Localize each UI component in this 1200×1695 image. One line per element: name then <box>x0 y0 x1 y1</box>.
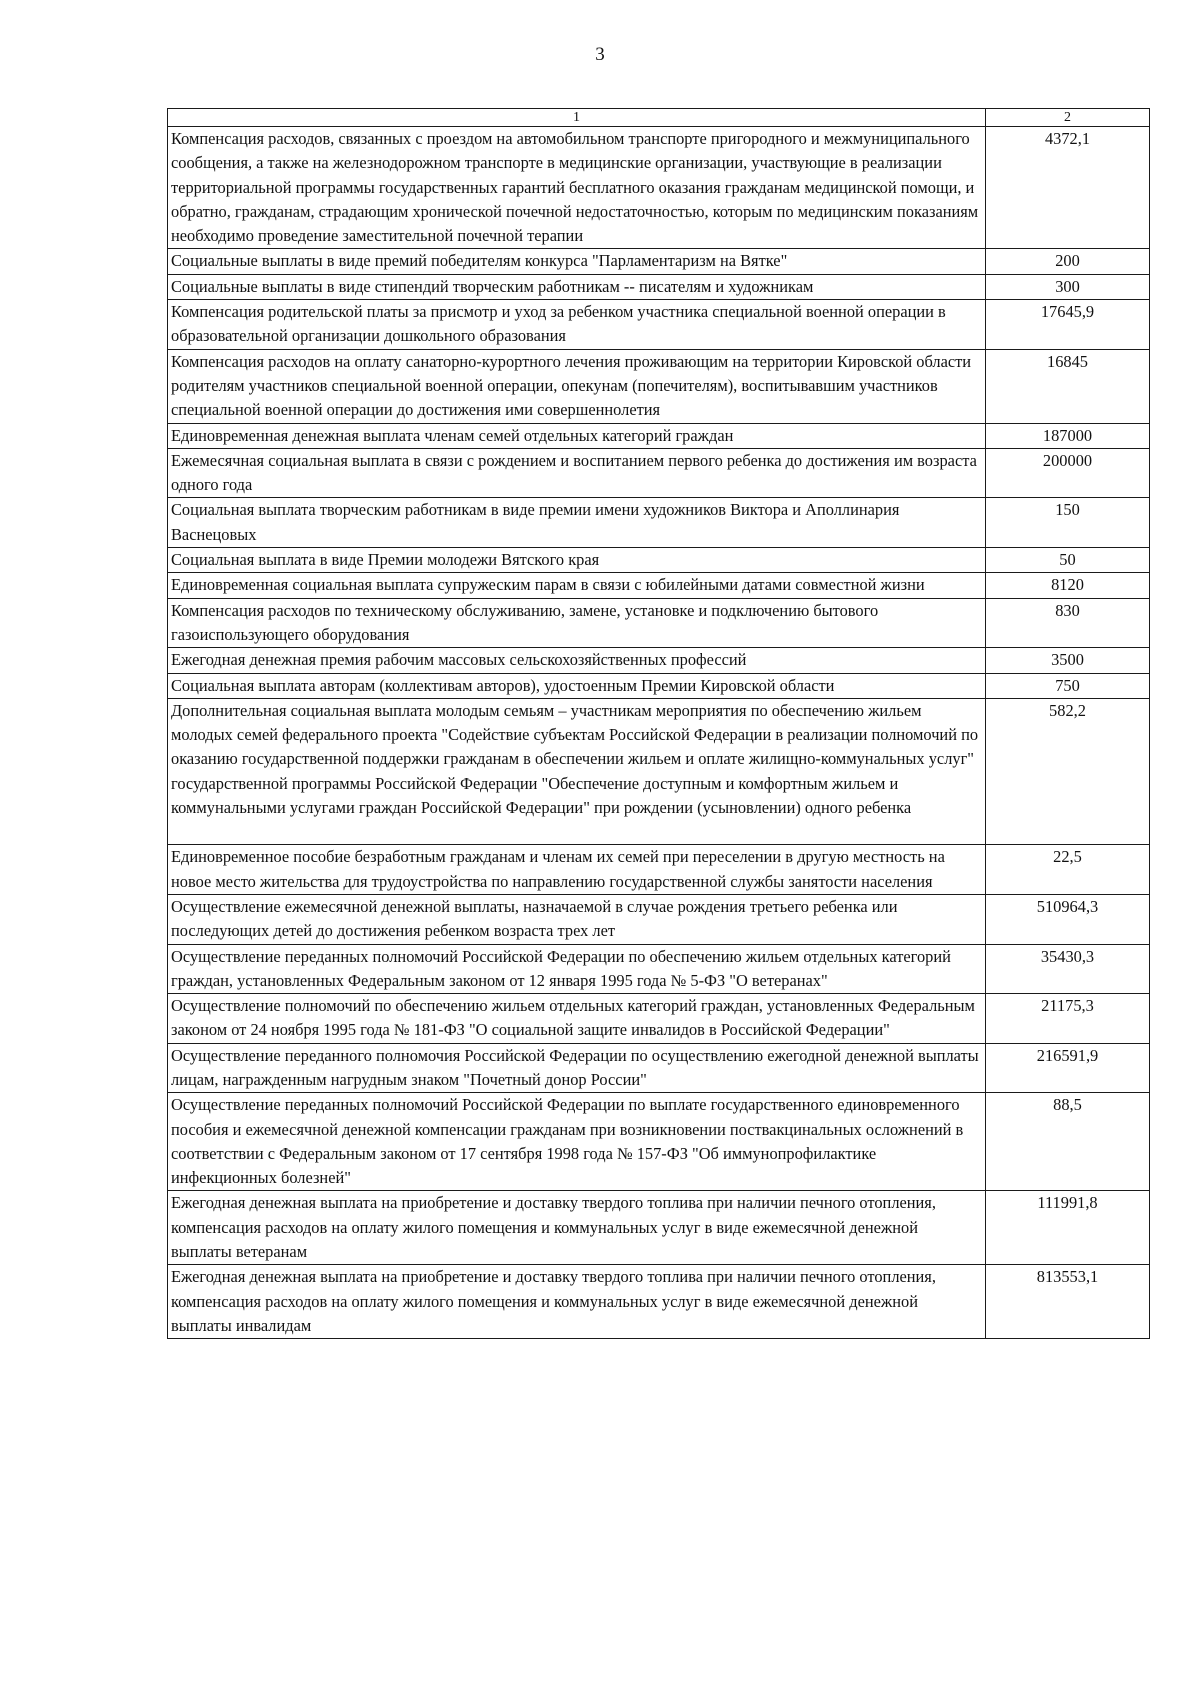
table-row <box>168 944 1150 994</box>
table-row <box>168 845 1150 895</box>
table-row <box>168 1043 1150 1093</box>
row-description: Осуществление ежемесячной денежной выплаты, назначаемой в случае рождения третьего ребенка или последующих детей до достижения ребенком возраста трех лет <box>168 894 986 944</box>
table-row <box>168 1093 1150 1191</box>
row-amount: 300 <box>986 274 1150 299</box>
table-row <box>168 673 1150 698</box>
row-description: Единовременное пособие безработным гражданам и членам их семей при переселении в другую местность на новое место жительства для трудоустройства по направлению государственной службы занятости населения <box>168 845 986 895</box>
row-amount: 582,2 <box>986 698 1150 844</box>
table-row <box>168 894 1150 944</box>
row-amount: 750 <box>986 673 1150 698</box>
table-row <box>168 548 1150 573</box>
row-amount: 200000 <box>986 448 1150 498</box>
row-amount: 88,5 <box>986 1093 1150 1191</box>
row-description: Социальные выплаты в виде премий победителям конкурса "Парламентаризм на Вятке" <box>168 249 986 274</box>
table-row <box>168 994 1150 1044</box>
row-description: Компенсация расходов по техническому обслуживанию, замене, установке и подключению бытового газоиспользующего оборудования <box>168 598 986 648</box>
row-amount: 187000 <box>986 423 1150 448</box>
row-amount: 8120 <box>986 573 1150 598</box>
row-description: Компенсация расходов на оплату санаторно-курортного лечения проживающим на территории Кировской области родителям участников специальной военной операции, опекунам (попечителям), воспитывавшим участников специальной военной операции до достижения ими совершеннолетия <box>168 349 986 423</box>
table-row <box>168 274 1150 299</box>
row-amount: 150 <box>986 498 1150 548</box>
table-row <box>168 127 1150 249</box>
row-amount: 17645,9 <box>986 300 1150 350</box>
row-description: Компенсация расходов, связанных с проездом на автомобильном транспорте пригородного и межмуниципального сообщения, а также на железнодорожном транспорте в медицинские организации, участвующие в реализации территориальной программы государственных гарантий бесплатного оказания гражданам медицинской помощи, и обратно, гражданам, страдающим хронической почечной недостаточностью, которым по медицинским показаниям необходимо проведение заместительной почечной терапии <box>168 127 986 249</box>
table-row <box>168 573 1150 598</box>
table-row <box>168 598 1150 648</box>
column-header-description: 1 <box>168 109 986 127</box>
row-description: Осуществление переданных полномочий Российской Федерации по обеспечению жильем отдельных категорий граждан, установленных Федеральным законом от 12 января 1995 года № 5-ФЗ "О ветеранах" <box>168 944 986 994</box>
row-amount: 813553,1 <box>986 1265 1150 1339</box>
row-amount: 111991,8 <box>986 1191 1150 1265</box>
row-description: Социальная выплата в виде Премии молодежи Вятского края <box>168 548 986 573</box>
row-description: Ежегодная денежная выплата на приобретение и доставку твердого топлива при наличии печного отопления, компенсация расходов на оплату жилого помещения и коммунальных услуг в виде ежемесячной денежной выплаты инвалидам <box>168 1265 986 1339</box>
row-description: Социальная выплата авторам (коллективам авторов), удостоенным Премии Кировской области <box>168 673 986 698</box>
table-row <box>168 300 1150 350</box>
row-description: Социальная выплата творческим работникам в виде премии имени художников Виктора и Аполлинария Васнецовых <box>168 498 986 548</box>
row-amount: 3500 <box>986 648 1150 673</box>
row-description: Дополнительная социальная выплата молодым семьям – участникам мероприятия по обеспечению жильем молодых семей федерального проекта "Содействие субъектам Российской Федерации в реализации полномочий по оказанию государственной поддержки гражданам в обеспечении жильем и оплате жилищно-коммунальных услуг" государственной программы Российской Федерации "Обеспечение доступным и комфортным жильем и коммунальными услугами граждан Российской Федерации" при рождении (усыновлении) одного ребенка <box>168 698 986 844</box>
row-description: Ежемесячная социальная выплата в связи с рождением и воспитанием первого ребенка до достижения им возраста одного года <box>168 448 986 498</box>
row-description: Ежегодная денежная премия рабочим массовых сельскохозяйственных профессий <box>168 648 986 673</box>
row-amount: 16845 <box>986 349 1150 423</box>
row-description: Единовременная социальная выплата супружеским парам в связи с юбилейными датами совместной жизни <box>168 573 986 598</box>
row-amount: 35430,3 <box>986 944 1150 994</box>
row-amount: 50 <box>986 548 1150 573</box>
expenditure-table <box>167 108 1150 1339</box>
table-row <box>168 423 1150 448</box>
table-body <box>168 127 1150 1339</box>
table-row <box>168 498 1150 548</box>
table-row <box>168 448 1150 498</box>
row-amount: 510964,3 <box>986 894 1150 944</box>
table-row <box>168 1265 1150 1339</box>
table-row <box>168 1191 1150 1265</box>
row-amount: 830 <box>986 598 1150 648</box>
row-description: Социальные выплаты в виде стипендий творческим работникам -- писателям и художникам <box>168 274 986 299</box>
row-amount: 216591,9 <box>986 1043 1150 1093</box>
table-row <box>168 249 1150 274</box>
row-description: Осуществление переданных полномочий Российской Федерации по выплате государственного единовременного пособия и ежемесячной денежной компенсации гражданам при возникновении поствакцинальных осложнений в соответствии с Федеральным законом от 17 сентября 1998 года № 157-ФЗ "Об иммунопрофилактике инфекционных болезней" <box>168 1093 986 1191</box>
table-row <box>168 648 1150 673</box>
row-amount: 200 <box>986 249 1150 274</box>
row-amount: 22,5 <box>986 845 1150 895</box>
table-row <box>168 349 1150 423</box>
row-description: Компенсация родительской платы за присмотр и уход за ребенком участника специальной военной операции в образовательной организации дошкольного образования <box>168 300 986 350</box>
row-description: Ежегодная денежная выплата на приобретение и доставку твердого топлива при наличии печного отопления, компенсация расходов на оплату жилого помещения и коммунальных услуг в виде ежемесячной денежной выплаты ветеранам <box>168 1191 986 1265</box>
column-header-amount: 2 <box>986 109 1150 127</box>
table-row <box>168 698 1150 844</box>
row-description: Единовременная денежная выплата членам семей отдельных категорий граждан <box>168 423 986 448</box>
row-amount: 21175,3 <box>986 994 1150 1044</box>
row-amount: 4372,1 <box>986 127 1150 249</box>
table-header-row <box>168 109 1150 127</box>
row-description: Осуществление полномочий по обеспечению жильем отдельных категорий граждан, установленных Федеральным законом от 24 ноября 1995 года № 181-ФЗ "О социальной защите инвалидов в Российской Федерации" <box>168 994 986 1044</box>
page-number: 3 <box>595 44 605 65</box>
row-description: Осуществление переданного полномочия Российской Федерации по осуществлению ежегодной денежной выплаты лицам, награжденным нагрудным знаком "Почетный донор России" <box>168 1043 986 1093</box>
